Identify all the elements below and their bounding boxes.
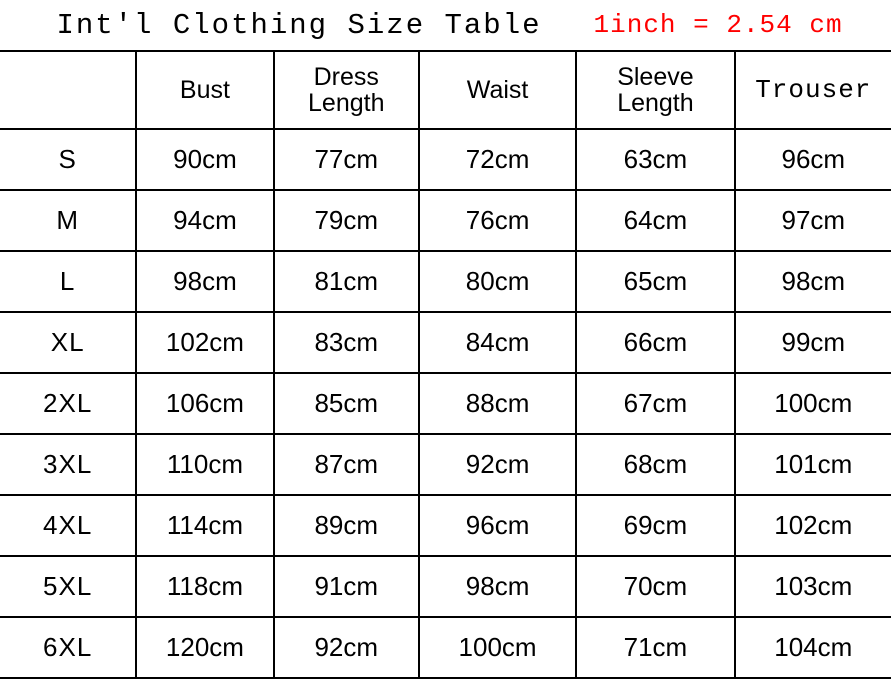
cell-size: S <box>0 129 136 190</box>
cell-waist: 84cm <box>419 312 576 373</box>
column-header-trouser: Trouser <box>735 51 891 129</box>
table-row <box>0 556 891 617</box>
cell-waist: 72cm <box>419 129 576 190</box>
size-table <box>0 50 891 679</box>
cell-waist: 76cm <box>419 190 576 251</box>
cell-waist: 88cm <box>419 373 576 434</box>
column-header-sleeve-length-line1: Sleeve <box>617 62 694 91</box>
cell-trouser: 99cm <box>735 312 891 373</box>
cell-trouser: 103cm <box>735 556 891 617</box>
column-header-dress-length-line2: Length <box>308 89 385 117</box>
cell-waist: 100cm <box>419 617 576 678</box>
cell-size: 3XL <box>0 434 136 495</box>
cell-bust: 94cm <box>136 190 273 251</box>
cell-trouser: 101cm <box>735 434 891 495</box>
cell-trouser: 104cm <box>735 617 891 678</box>
cell-sleeve-length: 65cm <box>576 251 734 312</box>
table-body <box>0 129 891 678</box>
column-header-sleeve-length-line2: Length <box>617 89 694 117</box>
table-row <box>0 495 891 556</box>
cell-trouser: 102cm <box>735 495 891 556</box>
table-row <box>0 434 891 495</box>
cell-sleeve-length: 70cm <box>576 556 734 617</box>
cell-sleeve-length: 63cm <box>576 129 734 190</box>
cell-size: M <box>0 190 136 251</box>
column-header-dress-length-line1: Dress <box>313 62 379 91</box>
table-row <box>0 129 891 190</box>
page-title: Int'l Clothing Size Table <box>56 8 542 42</box>
cell-sleeve-length: 71cm <box>576 617 734 678</box>
cell-size: XL <box>0 312 136 373</box>
unit-conversion-note: 1inch = 2.54 cm <box>593 10 843 40</box>
cell-trouser: 98cm <box>735 251 891 312</box>
cell-waist: 80cm <box>419 251 576 312</box>
column-header-waist-line1: Waist <box>466 75 529 104</box>
cell-size: 5XL <box>0 556 136 617</box>
cell-dress-length: 87cm <box>274 434 419 495</box>
table-row <box>0 312 891 373</box>
cell-sleeve-length: 64cm <box>576 190 734 251</box>
cell-size: 6XL <box>0 617 136 678</box>
cell-dress-length: 85cm <box>274 373 419 434</box>
cell-bust: 114cm <box>136 495 273 556</box>
cell-bust: 106cm <box>136 373 273 434</box>
column-header-waist <box>419 51 576 129</box>
cell-dress-length: 91cm <box>274 556 419 617</box>
column-header-bust <box>136 51 273 129</box>
cell-dress-length: 77cm <box>274 129 419 190</box>
cell-waist: 98cm <box>419 556 576 617</box>
cell-trouser: 96cm <box>735 129 891 190</box>
cell-bust: 120cm <box>136 617 273 678</box>
cell-waist: 96cm <box>419 495 576 556</box>
header-row <box>0 51 891 129</box>
cell-sleeve-length: 69cm <box>576 495 734 556</box>
cell-sleeve-length: 66cm <box>576 312 734 373</box>
title-bar <box>0 0 891 50</box>
cell-size: L <box>0 251 136 312</box>
cell-sleeve-length: 67cm <box>576 373 734 434</box>
cell-trouser: 97cm <box>735 190 891 251</box>
table-row <box>0 251 891 312</box>
cell-bust: 90cm <box>136 129 273 190</box>
cell-bust: 118cm <box>136 556 273 617</box>
cell-sleeve-length: 68cm <box>576 434 734 495</box>
cell-dress-length: 89cm <box>274 495 419 556</box>
cell-dress-length: 92cm <box>274 617 419 678</box>
cell-trouser: 100cm <box>735 373 891 434</box>
cell-dress-length: 81cm <box>274 251 419 312</box>
cell-dress-length: 83cm <box>274 312 419 373</box>
table-row <box>0 190 891 251</box>
cell-bust: 110cm <box>136 434 273 495</box>
table-row <box>0 373 891 434</box>
cell-waist: 92cm <box>419 434 576 495</box>
cell-size: 2XL <box>0 373 136 434</box>
column-header-bust-line1: Bust <box>179 75 230 104</box>
cell-bust: 102cm <box>136 312 273 373</box>
cell-size: 4XL <box>0 495 136 556</box>
table-header <box>0 51 891 129</box>
cell-dress-length: 79cm <box>274 190 419 251</box>
column-header-size <box>0 51 136 129</box>
column-header-dress-length <box>274 51 419 129</box>
cell-bust: 98cm <box>136 251 273 312</box>
column-header-sleeve-length <box>576 51 734 129</box>
